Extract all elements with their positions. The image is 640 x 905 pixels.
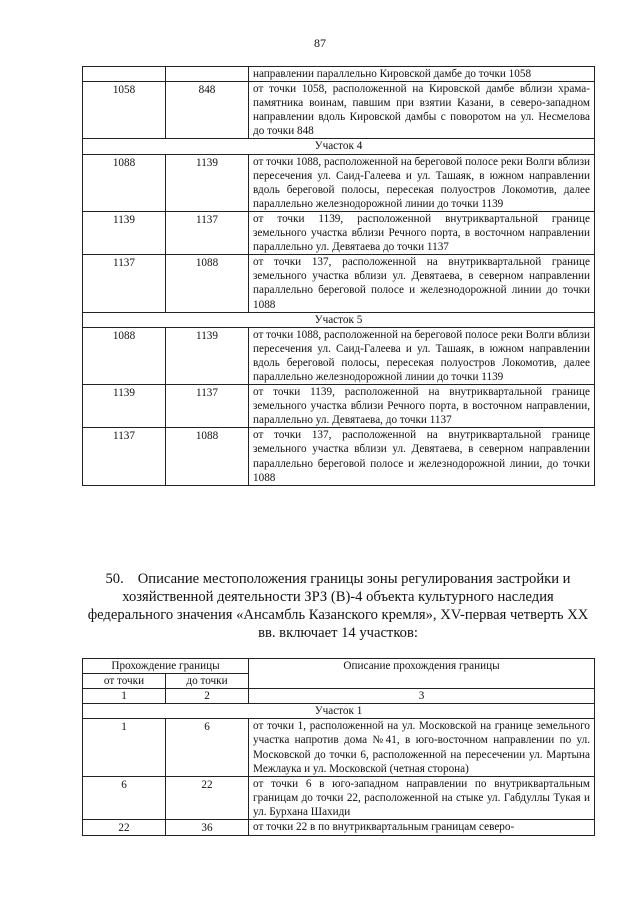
from-point: 1 [83, 719, 166, 776]
header-from-point: от точки [83, 674, 166, 689]
from-point: 1088 [83, 154, 166, 211]
from-point: 1137 [83, 255, 166, 312]
boundary-description: от точки 22 в по внутриквартальным границам северо- [249, 820, 595, 836]
header-to-point: до точки [166, 674, 249, 689]
to-point: 1088 [166, 428, 249, 485]
section-heading-text: Описание местоположения границы зоны регулирования застройки и хозяйственной деятельности ЗРЗ (В)-4 объекта культурного наследия федерального значения «Ансамбль Казанского кремля», XV-первая четверть XX вв. включает 14 участков: [87, 571, 589, 641]
to-point: 36 [166, 820, 249, 836]
from-point: 22 [83, 820, 166, 836]
boundary-description: от точки 1139, расположенной на внутриквартальной границе земельного участка вблизи Речного порта, в восточном направлении, параллельно ул. Девятаева, до точки 1137 [249, 385, 595, 428]
section-label: Участок 1 [83, 704, 595, 719]
section-row [83, 139, 595, 154]
to-point: 1088 [166, 255, 249, 312]
boundary-description: от точки 1139, расположенной внутриквартальной границе земельного участка вблизи Речного порта, в восточном направлении параллельно ул. Девятаева до точки 1137 [249, 211, 595, 254]
from-point: 1058 [83, 82, 166, 139]
section-row [83, 312, 595, 327]
table-row [83, 67, 595, 82]
to-point: 1139 [166, 154, 249, 211]
boundary-description: от точки 1, расположенной на ул. Московской на границе земельного участка напротив дома №41, в юго-восточном направлении по ул. Московской до точки 6, расположенной на пересечении ул. Мартына Межлаука и ул. Московской (четная сторона) [249, 719, 595, 776]
section-label: Участок 4 [83, 139, 595, 154]
section-row [83, 704, 595, 719]
table-row [83, 428, 595, 485]
from-point: 6 [83, 776, 166, 819]
table-row [83, 255, 595, 312]
table-row [83, 327, 595, 384]
to-point [166, 67, 249, 82]
column-number-2: 2 [166, 689, 249, 704]
to-point: 1137 [166, 211, 249, 254]
header-description: Описание прохождения границы [249, 659, 595, 689]
boundary-table-continued [82, 66, 595, 486]
section-number: 50. [105, 571, 124, 587]
table-row [83, 719, 595, 776]
table-header-row [83, 659, 595, 674]
section-label: Участок 5 [83, 312, 595, 327]
table-column-numbers [83, 689, 595, 704]
column-number-1: 1 [83, 689, 166, 704]
from-point: 1088 [83, 327, 166, 384]
section-heading [82, 570, 594, 642]
table-row [83, 82, 595, 139]
table-row [83, 820, 595, 836]
boundary-description: от точки 1088, расположенной на береговой полосе реки Волги вблизи пересечения ул. Саид-Галеева и ул. Ташаяк, в южном направлении вдоль береговой полосы, пересекая полуостров Локомотив, далее параллельно железнодорожной линии до точки 1139 [249, 327, 595, 384]
boundary-description: направлении параллельно Кировской дамбе до точки 1058 [249, 67, 595, 82]
boundary-description: от точки 137, расположенной на внутриквартальной границе земельного участка вблизи ул. Девятаева, в северном направлении параллельно береговой полосе и железнодорожной линии до точки 1088 [249, 255, 595, 312]
boundary-description: от точки 137, расположенной на внутриквартальной границе земельного участка вблизи ул. Девятаева, в северном направлении параллельно береговой полосе и железнодорожной линии, до точки 1088 [249, 428, 595, 485]
table-row [83, 385, 595, 428]
table-row [83, 154, 595, 211]
from-point [83, 67, 166, 82]
column-number-3: 3 [249, 689, 595, 704]
boundary-description: от точки 6 в юго-западном направлении по внутриквартальным границам до точки 22, расположенной на стыке ул. Габдуллы Тукая и ул. Бурхана Шахиди [249, 776, 595, 819]
boundary-description: от точки 1058, расположенной на Кировской дамбе вблизи храма-памятника воинам, павшим при взятии Казани, в северо-западном направлении вдоль Кировской дамбы с поворотом на ул. Несмелова до точки 848 [249, 82, 595, 139]
page-number: 87 [314, 36, 326, 50]
from-point: 1139 [83, 211, 166, 254]
boundary-table-zrz-v4 [82, 658, 595, 836]
to-point: 6 [166, 719, 249, 776]
table-row [83, 776, 595, 819]
from-point: 1137 [83, 428, 166, 485]
boundary-description: от точки 1088, расположенной на береговой полосе реки Волги вблизи пересечения ул. Саид-Галеева и ул. Ташаяк, в южном направлении вдоль береговой полосы, пересекая полуостров Локомотив, далее параллельно железнодорожной линии до точки 1139 [249, 154, 595, 211]
table-row [83, 211, 595, 254]
to-point: 1139 [166, 327, 249, 384]
from-point: 1139 [83, 385, 166, 428]
to-point: 848 [166, 82, 249, 139]
to-point: 1137 [166, 385, 249, 428]
header-passage: Прохождение границы [83, 659, 249, 674]
to-point: 22 [166, 776, 249, 819]
